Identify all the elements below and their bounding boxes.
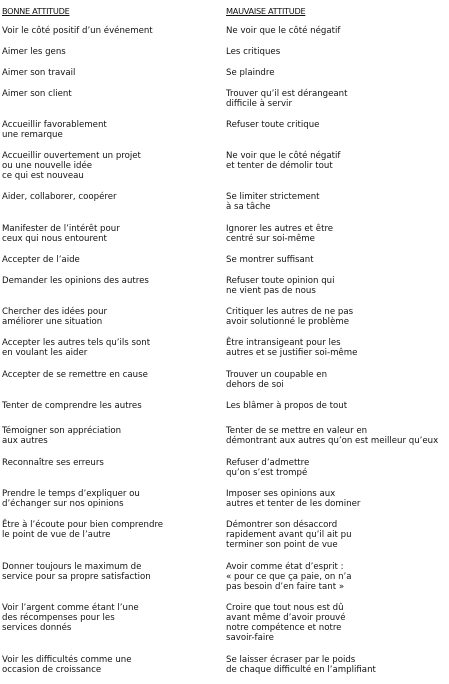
bad-attitude: Avoir comme état d’esprit : « pour ce que ça paie, on n’a pas besoin d’en faire tant » [226,562,352,592]
bad-attitude: Démontrer son désaccord rapidement avant qu’il ait pu terminer son point de vue [226,520,352,550]
good-attitude: Accepter de se remettre en cause [2,370,148,380]
good-attitude: Chercher des idées pour améliorer une situation [2,307,108,327]
bad-attitude: Refuser toute opinion qui ne vient pas de nous [226,276,335,296]
good-attitude: Prendre le temps d’expliquer ou d’échanger sur nos opinions [2,489,140,509]
good-attitude: Voir les difficultés comme une occasion de croissance [2,655,132,675]
good-attitude: Accueillir favorablement une remarque [2,120,107,140]
good-attitude: Être à l’écoute pour bien comprendre le point de vue de l’autre [2,520,164,540]
bad-attitude: Les blâmer à propos de tout [226,401,348,411]
good-attitude: Aider, collaborer, coopérer [2,192,117,202]
bad-attitude: Refuser toute critique [226,120,320,130]
bad-attitude: Croire que tout nous est dû avant même d’avoir prouvé notre compétence et notre savoir-faire [226,603,346,643]
good-attitude: Aimer son client [2,89,72,99]
good-attitude: Accueillir ouvertement un projet ou une nouvelle idée ce qui est nouveau [2,151,141,181]
bad-attitude: Ignorer les autres et être centré sur soi-même [226,224,334,244]
bad-attitude: Critiquer les autres de ne pas avoir solutionné le problème [226,307,354,327]
bad-attitude: Se laisser écraser par le poids de chaque difficulté en l’amplifiant [226,655,376,675]
good-attitude: Aimer les gens [2,47,66,57]
bad-attitude: Se plaindre [226,68,275,78]
bad-attitude: Ne voir que le côté négatif [226,26,341,36]
good-attitude: Voir l’argent comme étant l’une des récompenses pour les services donnés [2,603,139,633]
good-attitude: Voir le côté positif d’un événement [2,26,153,36]
bad-attitude: Refuser d’admettre qu’on s’est trompé [226,458,310,478]
bad-attitude: Les critiques [226,47,281,57]
bad-attitude: Être intransigeant pour les autres et se justifier soi-même [226,338,358,358]
good-attitude: Donner toujours le maximum de service pour sa propre satisfaction [2,562,151,582]
bad-attitude: Imposer ses opinions aux autres et tenter de les dominer [226,489,361,509]
good-attitude: Accepter de l’aide [2,255,80,265]
good-attitude: Aimer son travail [2,68,76,78]
bad-attitude: Se montrer suffisant [226,255,314,265]
bad-attitude: Trouver qu’il est dérangeant difficile à servir [226,89,348,109]
bad-attitude: Tenter de se mettre en valeur en démontrant aux autres qu’on est meilleur qu’eux [226,426,439,446]
good-attitude: Manifester de l’intérêt pour ceux qui nous entourent [2,224,120,244]
good-attitude: Tenter de comprendre les autres [2,401,142,411]
bad-attitude: Ne voir que le côté négatif et tenter de démolir tout [226,151,341,171]
header-good: BONNE ATTITUDE [2,6,70,16]
good-attitude: Témoigner son appréciation aux autres [2,426,122,446]
good-attitude: Demander les opinions des autres [2,276,149,286]
header-bad: MAUVAISE ATTITUDE [226,6,306,16]
bad-attitude: Se limiter strictement à sa tâche [226,192,320,212]
good-attitude: Reconnaître ses erreurs [2,458,104,468]
bad-attitude: Trouver un coupable en dehors de soi [226,370,328,390]
good-attitude: Accepter les autres tels qu’ils sont en voulant les aider [2,338,151,358]
